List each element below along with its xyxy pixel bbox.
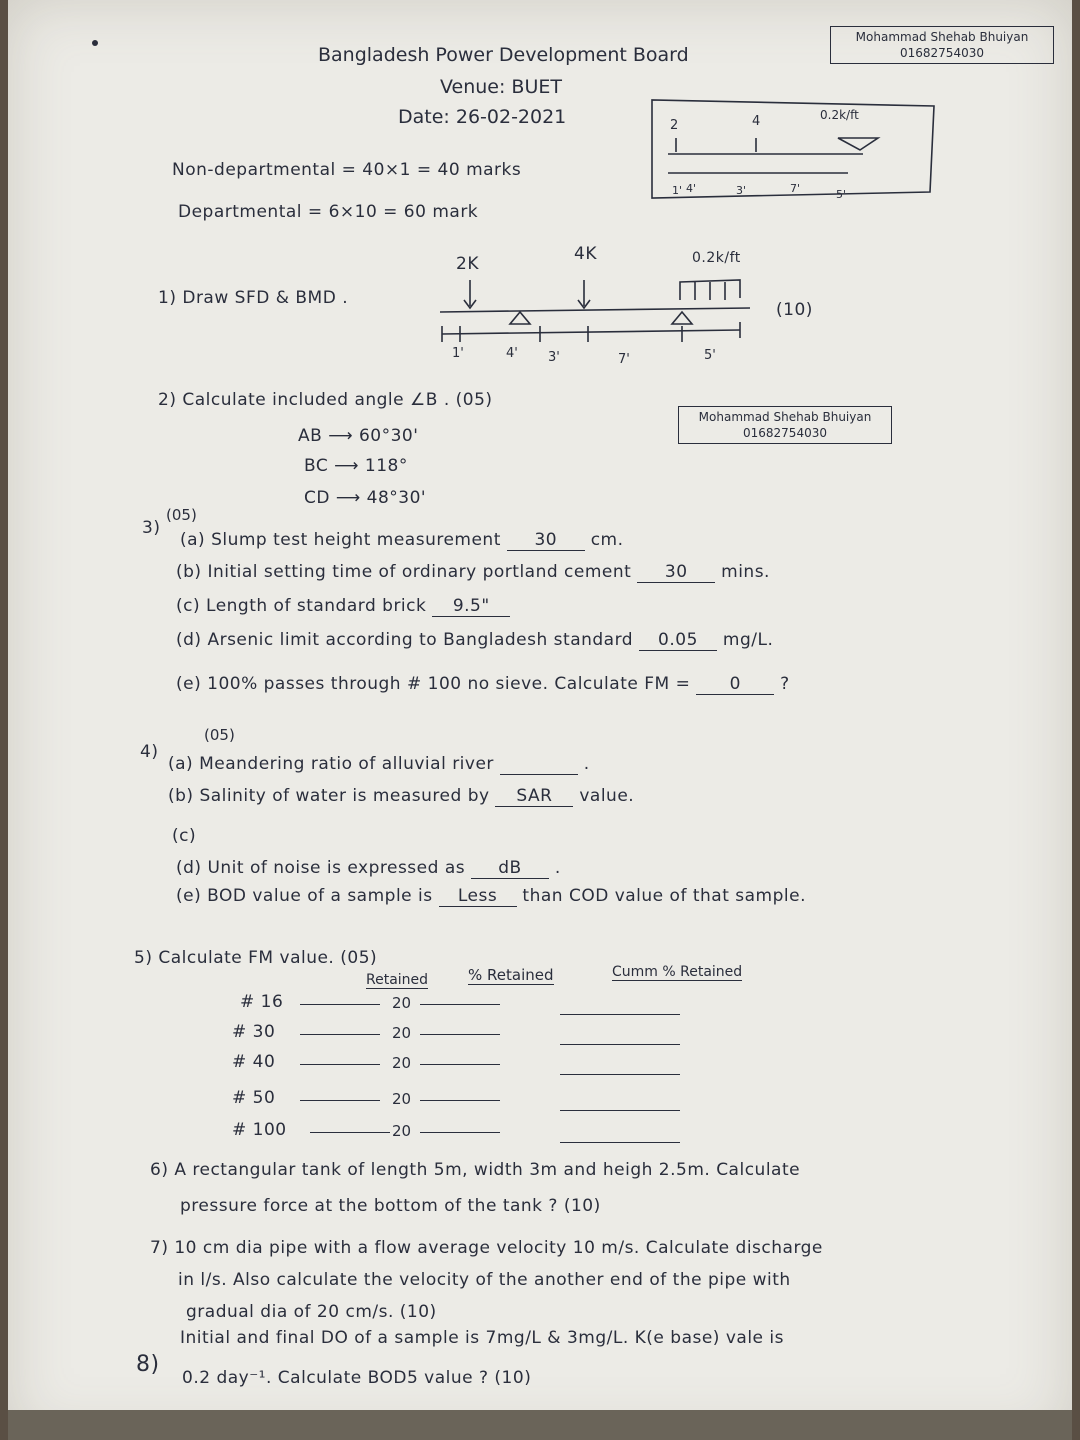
q4-a-end: . xyxy=(583,754,590,774)
q4-d-text: (d) Unit of noise is expressed as xyxy=(176,858,466,878)
fm-row-cumm-blank xyxy=(560,1074,680,1075)
fm-row-line xyxy=(300,1100,380,1101)
ink-dot xyxy=(92,40,98,46)
q3-d-text: (d) Arsenic limit according to Bangladesh standard xyxy=(176,630,634,650)
q1-text: 1) Draw SFD & BMD . xyxy=(158,288,349,308)
q6-line1: 6) A rectangular tank of length 5m, width 3m and heigh 2.5m. Calculate xyxy=(150,1160,801,1180)
org-title: Bangladesh Power Development Board xyxy=(318,44,689,66)
fm-row-line xyxy=(300,1034,380,1035)
fm-row-sieve: # 100 xyxy=(232,1120,287,1140)
q5-header-retained: Retained xyxy=(366,972,429,988)
dimension-line xyxy=(442,330,740,334)
q3-b xyxy=(176,562,770,583)
q7-line3: gradual dia of 20 cm/s. (10) xyxy=(186,1302,437,1322)
q4-d-end: . xyxy=(554,858,561,878)
q3-number: 3) xyxy=(142,518,161,538)
q1-span-1: 1' xyxy=(452,346,464,361)
fm-row-cumm-blank xyxy=(560,1014,680,1015)
q3-b-text: (b) Initial setting time of ordinary portland cement xyxy=(176,562,632,582)
sketch-span-4: 7' xyxy=(790,182,801,195)
fm-row-retained: 20 xyxy=(392,1024,412,1042)
q3-b-unit: mins. xyxy=(721,562,770,582)
fm-row-pct-blank xyxy=(420,1034,500,1035)
q2-cd: CD ⟶ 48°30' xyxy=(304,488,427,508)
q4-a xyxy=(168,754,590,775)
sketch-span-2: 4' xyxy=(686,182,697,195)
q5-header-pct-retained: % Retained xyxy=(468,966,554,984)
q4-e-end: than COD value of that sample. xyxy=(522,886,806,906)
paper-bottom-edge xyxy=(8,1410,1072,1440)
q4-b-answer: SAR xyxy=(495,786,573,807)
q1-load-4k: 4K xyxy=(574,244,597,264)
q3-e-text: (e) 100% passes through # 100 no sieve. Calculate FM = xyxy=(176,674,691,694)
q4-b-text: (b) Salinity of water is measured by xyxy=(168,786,490,806)
q3-d-answer: 0.05 xyxy=(639,630,717,651)
sketch-span-3: 3' xyxy=(736,184,747,197)
q4-b-end: value. xyxy=(579,786,635,806)
q3-b-answer: 30 xyxy=(637,562,715,583)
fm-row-retained: 20 xyxy=(392,1122,412,1140)
support-a xyxy=(510,312,530,324)
q3-e-answer: 0 xyxy=(696,674,774,695)
q8-number: 8) xyxy=(136,1352,160,1377)
fm-row-sieve: # 50 xyxy=(232,1088,276,1108)
q3-c xyxy=(176,596,510,617)
fm-row-retained: 20 xyxy=(392,1054,412,1072)
q2-text: 2) Calculate included angle ∠B . (05) xyxy=(158,390,493,410)
sketch-udl-label: 0.2k/ft xyxy=(820,108,859,122)
exam-date: Date: 26-02-2021 xyxy=(398,106,567,128)
fm-row-pct-blank xyxy=(420,1004,500,1005)
q4-c: (c) xyxy=(172,826,197,846)
q3-c-text: (c) Length of standard brick xyxy=(176,596,427,616)
stamp-name: Mohammad Shehab Bhuiyan xyxy=(855,30,1029,44)
fm-row-sieve: # 16 xyxy=(240,992,284,1012)
q1-udl: 0.2k/ft xyxy=(692,250,741,266)
fm-row-cumm-blank xyxy=(560,1110,680,1111)
q3-d-unit: mg/L. xyxy=(722,630,774,650)
udl-block xyxy=(680,280,740,300)
fm-row-line xyxy=(300,1004,380,1005)
sketch-span-1: 1' xyxy=(672,184,683,197)
fm-row-line xyxy=(310,1132,390,1133)
q4-marks: (05) xyxy=(204,726,235,744)
sketch-span-5: 5' xyxy=(836,188,847,201)
fm-row-pct-blank xyxy=(420,1132,500,1133)
fm-row-sieve: # 30 xyxy=(232,1022,276,1042)
fm-row-retained: 20 xyxy=(392,1090,412,1108)
q1-span-5: 5' xyxy=(704,348,716,363)
q2-ab: AB ⟶ 60°30' xyxy=(298,426,419,446)
q4-e xyxy=(176,886,806,907)
sketch-load-mid-label: 4 xyxy=(752,114,761,129)
q3-e-end: ? xyxy=(780,674,790,694)
q1-span-2: 4' xyxy=(506,346,518,361)
q4-a-blank xyxy=(500,754,578,775)
q1-load-2k: 2K xyxy=(456,254,479,274)
stamp-phone: 01682754030 xyxy=(743,426,827,440)
departmental-marks: Departmental = 6×10 = 60 mark xyxy=(178,202,479,222)
q6-line2: pressure force at the bottom of the tank ? (10) xyxy=(180,1196,601,1216)
exam-sheet xyxy=(8,0,1072,1440)
contact-stamp-mid xyxy=(678,406,892,444)
q3-a-unit: cm. xyxy=(590,530,624,550)
q4-d xyxy=(176,858,561,879)
fm-row-sieve: # 40 xyxy=(232,1052,276,1072)
fm-row-cumm-blank xyxy=(560,1142,680,1143)
q3-a-text: (a) Slump test height measurement xyxy=(180,530,501,550)
q3-e xyxy=(176,674,790,695)
q3-a xyxy=(180,530,624,551)
q3-d xyxy=(176,630,773,651)
q5-header-cumm-retained: Cumm % Retained xyxy=(612,964,743,980)
q4-d-answer: dB xyxy=(471,858,549,879)
q4-e-answer: Less xyxy=(439,886,517,907)
venue: Venue: BUET xyxy=(440,76,562,98)
q4-e-text: (e) BOD value of a sample is xyxy=(176,886,433,906)
fm-row-line xyxy=(300,1064,380,1065)
fm-row-retained: 20 xyxy=(392,994,412,1012)
q3-marks: (05) xyxy=(166,506,197,524)
stamp-name: Mohammad Shehab Bhuiyan xyxy=(698,410,872,424)
q8-line1: Initial and final DO of a sample is 7mg/L & 3mg/L. K(e base) vale is xyxy=(180,1328,784,1348)
q4-a-text: (a) Meandering ratio of alluvial river xyxy=(168,754,494,774)
q7-line1: 7) 10 cm dia pipe with a flow average velocity 10 m/s. Calculate discharge xyxy=(150,1238,823,1258)
q2-bc: BC ⟶ 118° xyxy=(304,456,408,476)
sketch-udl xyxy=(838,138,878,150)
q4-b xyxy=(168,786,634,807)
sketch-load-left-label: 2 xyxy=(670,118,679,133)
q1-span-4: 7' xyxy=(618,352,630,367)
stamp-phone: 01682754030 xyxy=(900,46,984,60)
q3-c-answer: 9.5" xyxy=(432,596,510,617)
q1-marks: (10) xyxy=(776,300,813,320)
q8-line2: 0.2 day⁻¹. Calculate BOD5 value ? (10) xyxy=(182,1368,532,1388)
contact-stamp-top xyxy=(830,26,1054,64)
non-departmental-marks: Non-departmental = 40×1 = 40 marks xyxy=(172,160,522,180)
fm-row-pct-blank xyxy=(420,1064,500,1065)
fm-row-cumm-blank xyxy=(560,1044,680,1045)
q1-span-3: 3' xyxy=(548,350,560,365)
fm-row-pct-blank xyxy=(420,1100,500,1101)
q7-line2: in l/s. Also calculate the velocity of the another end of the pipe with xyxy=(178,1270,791,1290)
q1-beam-diagram xyxy=(430,270,770,360)
q4-number: 4) xyxy=(140,742,159,762)
q5-text: 5) Calculate FM value. (05) xyxy=(134,948,378,968)
q3-a-answer: 30 xyxy=(507,530,585,551)
support-b xyxy=(672,312,692,324)
beam-line xyxy=(440,308,750,312)
